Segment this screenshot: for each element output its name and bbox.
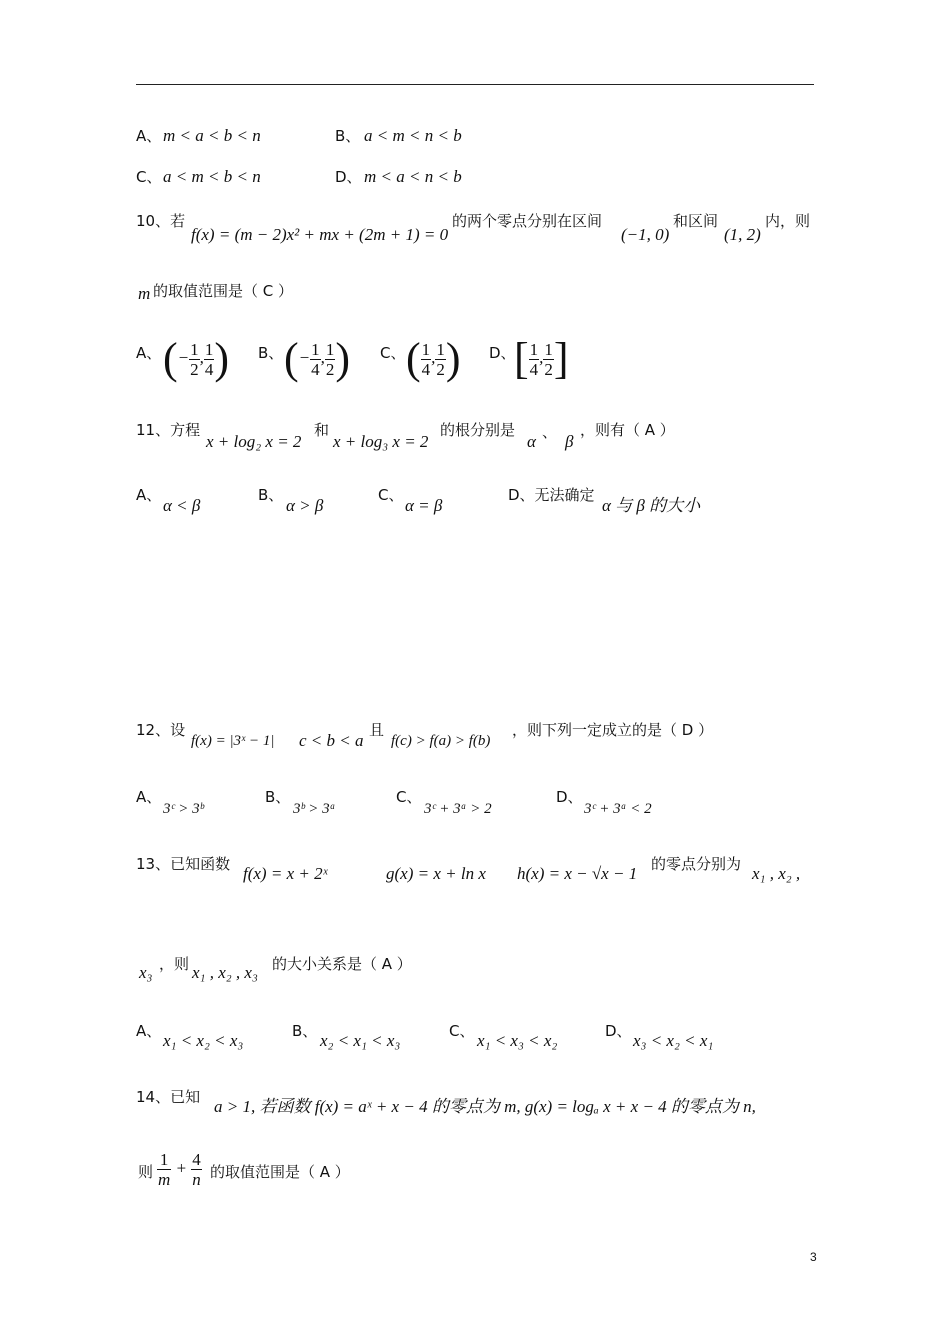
q11-alpha: α [527, 432, 536, 451]
q12-option-b-label: B、 [265, 788, 291, 806]
q13-function-f: f(x) = x + 2ˣ [243, 864, 328, 883]
q9-option-d-expr: m < a < n < b [364, 167, 462, 186]
q13-option-c-label: C、 [449, 1022, 475, 1040]
q12-option-b-expr: 3ᵇ > 3ᵃ [293, 801, 336, 817]
q13-function-g: g(x) = x + ln x [386, 864, 486, 883]
q12-option-a-expr: 3ᶜ > 3ᵇ [163, 801, 204, 817]
page-number: 3 [810, 1250, 817, 1264]
q13-roots: x₁ , x₂ , [752, 864, 801, 883]
q10-interval-2: (1, 2) [724, 225, 761, 244]
q10-interval-1: (−1, 0) [621, 225, 670, 244]
q13-text: 的零点分别为 [651, 855, 742, 873]
q12-option-d-label: D、 [556, 788, 583, 806]
q9-option-b-label: B、 [335, 127, 361, 145]
q13-prefix: 13、已知函数 [136, 855, 231, 873]
q12-and: 且 [369, 721, 385, 739]
q14-prefix: 14、已知 [136, 1088, 201, 1106]
q13-option-d-label: D、 [605, 1022, 632, 1040]
q11-option-a-expr: α < β [163, 496, 201, 515]
q10-text-2: 和区间 [673, 212, 719, 230]
q10-option-a-expr: (− $\frac{1}{2}$ , $\frac{1}{4}$ ) [163, 334, 230, 383]
q11-option-d-label: D、无法确定 [508, 486, 595, 504]
q11-equation-1: x + log₂ x = 2 [206, 432, 302, 451]
q13-variables: x₁ , x₂ , x₃ [192, 963, 258, 982]
q12-option-d-expr: 3ᶜ + 3ᵃ < 2 [584, 801, 652, 817]
q12-option-a-label: A、 [136, 788, 162, 806]
q11-sep: 、 [542, 423, 558, 441]
q10-var-m: m [138, 284, 151, 303]
q13-then: ，则 [159, 955, 190, 973]
q13-option-a-expr: x₁ < x₂ < x₃ [163, 1031, 244, 1050]
q11-prefix: 11、方程 [136, 421, 201, 439]
header-rule [136, 84, 814, 85]
q9-option-a-expr: m < a < b < n [163, 126, 261, 145]
q11-option-c-expr: α = β [405, 496, 443, 515]
q11-option-a-label: A、 [136, 486, 162, 504]
q12-suffix: ，则下列一定成立的是（ D ） [512, 721, 714, 739]
q14-question-text: 的取值范围是（ A ） [210, 1163, 350, 1181]
q13-question-text: 的大小关系是（ A ） [272, 955, 412, 973]
q12-function: f(x) = |3ˣ − 1| [191, 733, 275, 749]
q12-option-c-expr: 3ᶜ + 3ᵃ > 2 [424, 801, 492, 817]
q10-text-3: 内，则 [765, 212, 811, 230]
q9-option-d-label: D、 [335, 168, 362, 186]
q10-option-c-expr: ( $\frac{1}{4}$ , $\frac{1}{2}$ ) [406, 334, 461, 383]
q11-suffix: ，则有（ A ） [580, 421, 675, 439]
q10-prefix: 10、若 [136, 212, 186, 230]
q13-option-d-expr: x₃ < x₂ < x₁ [633, 1031, 714, 1050]
q13-option-c-expr: x₁ < x₃ < x₂ [477, 1031, 558, 1050]
q12-prefix: 12、设 [136, 721, 186, 739]
q10-text-1: 的两个零点分别在区间 [452, 212, 603, 230]
q10-option-c-label: C、 [380, 344, 406, 362]
q13-option-b-label: B、 [292, 1022, 318, 1040]
q11-equation-2: x + log₃ x = 2 [333, 432, 429, 451]
q10-option-d-label: D、 [489, 344, 516, 362]
q14-statement: a > 1, 若函数 f(x) = aˣ + x − 4 的零点为 m, g(x) = logₐ x + x − 4 的零点为 n, [214, 1097, 756, 1116]
q13-option-a-label: A、 [136, 1022, 162, 1040]
q11-option-b-expr: α > β [286, 496, 324, 515]
q11-option-c-label: C、 [378, 486, 404, 504]
q11-option-b-label: B、 [258, 486, 284, 504]
q10-function: f(x) = (m − 2)x² + mx + (2m + 1) = 0 [191, 225, 449, 244]
q11-text: 的根分别是 [440, 421, 516, 439]
q9-option-b-expr: a < m < n < b [364, 126, 462, 145]
q14-expression: $\frac{1}{m}$ + $\frac{4}{n}$ [158, 1150, 201, 1189]
q12-inequality: f(c) > f(a) > f(b) [391, 733, 491, 749]
q13-option-b-expr: x₂ < x₁ < x₃ [320, 1031, 401, 1050]
q9-option-a-label: A、 [136, 127, 162, 145]
q10-question-text: 的取值范围是（ C ） [153, 282, 294, 300]
q10-option-d-expr: [ $\frac{1}{4}$ , $\frac{1}{2}$ ] [514, 334, 569, 383]
q11-and: 和 [314, 421, 330, 439]
q9-option-c-expr: a < m < b < n [163, 167, 261, 186]
q11-beta: β [565, 432, 574, 451]
q13-function-h: h(x) = x − √x − 1 [517, 864, 638, 883]
q12-option-c-label: C、 [396, 788, 422, 806]
q12-condition: c < b < a [299, 731, 364, 750]
q11-option-d-expr: α 与 β 的大小 [602, 496, 701, 515]
q13-x3: x₃ [139, 963, 153, 982]
q14-then: 则 [138, 1163, 154, 1181]
q10-option-a-label: A、 [136, 344, 162, 362]
q10-option-b-label: B、 [258, 344, 284, 362]
q9-option-c-label: C、 [136, 168, 162, 186]
q10-option-b-expr: (− $\frac{1}{4}$ , $\frac{1}{2}$ ) [284, 334, 351, 383]
